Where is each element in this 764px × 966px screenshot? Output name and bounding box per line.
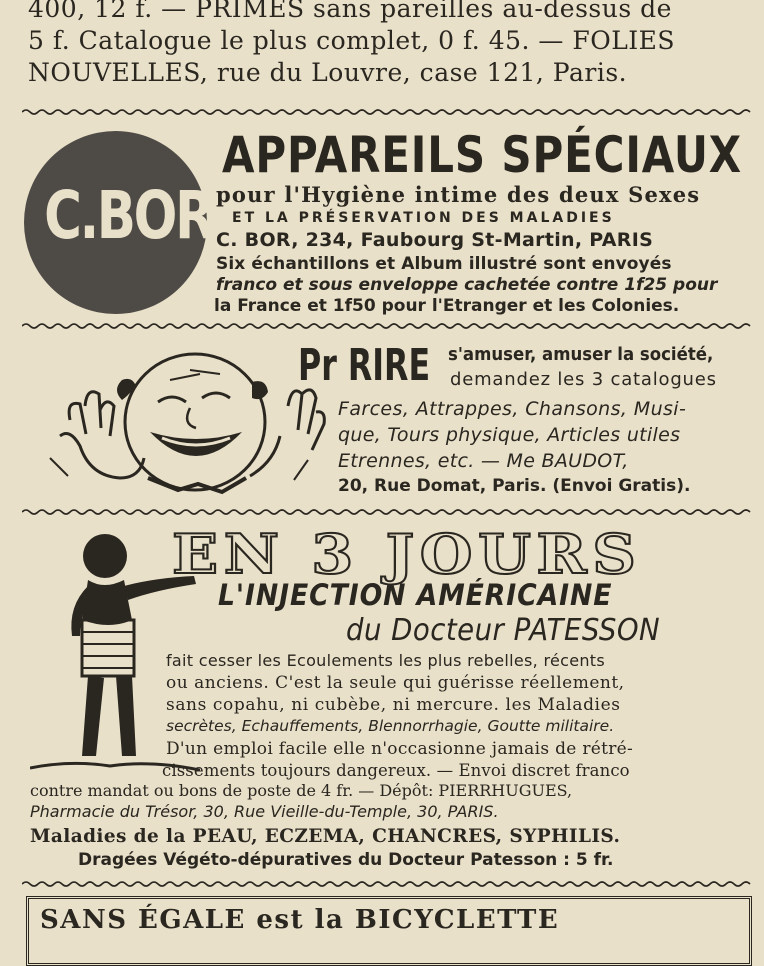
patesson-title: EN 3 JOURS bbox=[172, 522, 642, 586]
patesson-line: Pharmacie du Trésor, 30, Rue Vieille-du-Temple, 30, PARIS. bbox=[30, 802, 499, 821]
bor-line-5: franco et sous enveloppe cachetée contre 1f25 pour bbox=[216, 275, 718, 295]
patesson-byline: du Docteur PATESSON bbox=[346, 613, 661, 648]
bor-line-3: C. BOR, 234, Faubourg St-Martin, PARIS bbox=[216, 229, 654, 251]
bor-line-2: ET LA PRÉSERVATION DES MALADIES bbox=[232, 210, 615, 226]
bor-line-6: la France et 1f50 pour l'Etranger et les Colonies. bbox=[214, 296, 680, 316]
patesson-line: contre mandat ou bons de poste de 4 fr. — Dépôt: PIERRHUGUES, bbox=[30, 781, 573, 800]
ad-top-line-1: 400, 12 f. — PRIMES sans pareilles au-dessus de bbox=[28, 0, 672, 23]
divider bbox=[22, 508, 754, 516]
divider bbox=[22, 108, 754, 116]
patesson-line: Dragées Végéto-dépuratives du Docteur Patesson : 5 fr. bbox=[78, 850, 614, 870]
bor-title: APPAREILS SPÉCIAUX bbox=[222, 126, 743, 184]
bor-logo-text: C.BOR bbox=[44, 177, 213, 254]
patesson-line: fait cesser les Ecoulements les plus rebelles, récents bbox=[166, 651, 606, 670]
rire-line-6: 20, Rue Domat, Paris. (Envoi Gratis). bbox=[338, 476, 691, 496]
patesson-line: sans copahu, ni cubèbe, ni mercure. les Maladies bbox=[166, 695, 621, 715]
patesson-line: Maladies de la PEAU, ECZEMA, CHANCRES, SYPHILIS. bbox=[30, 826, 621, 847]
patesson-subtitle: L'INJECTION AMÉRICAINE bbox=[218, 578, 613, 612]
patesson-line: secrètes, Echauffements, Blennorrhagie, Goutte militaire. bbox=[166, 717, 615, 735]
patesson-line: cissements toujours dangereux. — Envoi discret franco bbox=[162, 761, 630, 780]
divider bbox=[22, 322, 754, 330]
ad-top-line-2: 5 f. Catalogue le plus complet, 0 f. 45. — FOLIES bbox=[28, 26, 676, 55]
bor-line-1: pour l'Hygiène intime des deux Sexes bbox=[216, 182, 701, 207]
laughing-face-illustration bbox=[30, 340, 330, 495]
rire-line-3: Farces, Attrappes, Chansons, Musi- bbox=[338, 398, 687, 420]
patesson-line: D'un emploi facile elle n'occasionne jamais de rétré- bbox=[166, 739, 634, 759]
rire-line-1: s'amuser, amuser la société, bbox=[448, 344, 714, 365]
bor-logo bbox=[24, 131, 213, 314]
divider bbox=[22, 880, 754, 888]
bor-line-4: Six échantillons et Album illustré sont envoyés bbox=[216, 254, 672, 274]
ad-top-line-3: NOUVELLES, rue du Louvre, case 121, Paris. bbox=[28, 58, 628, 87]
bicyclette-headline: SANS ÉGALE est la BICYCLETTE bbox=[40, 905, 560, 935]
rire-line-2: demandez les 3 catalogues bbox=[450, 369, 717, 390]
patesson-line: ou anciens. C'est la seule qui guérisse réellement, bbox=[166, 673, 625, 693]
rire-line-4: que, Tours physique, Articles utiles bbox=[338, 424, 681, 446]
rire-title: Pr RIRE bbox=[298, 340, 431, 391]
rire-line-5: Etrennes, etc. — Me BAUDOT, bbox=[338, 450, 629, 472]
